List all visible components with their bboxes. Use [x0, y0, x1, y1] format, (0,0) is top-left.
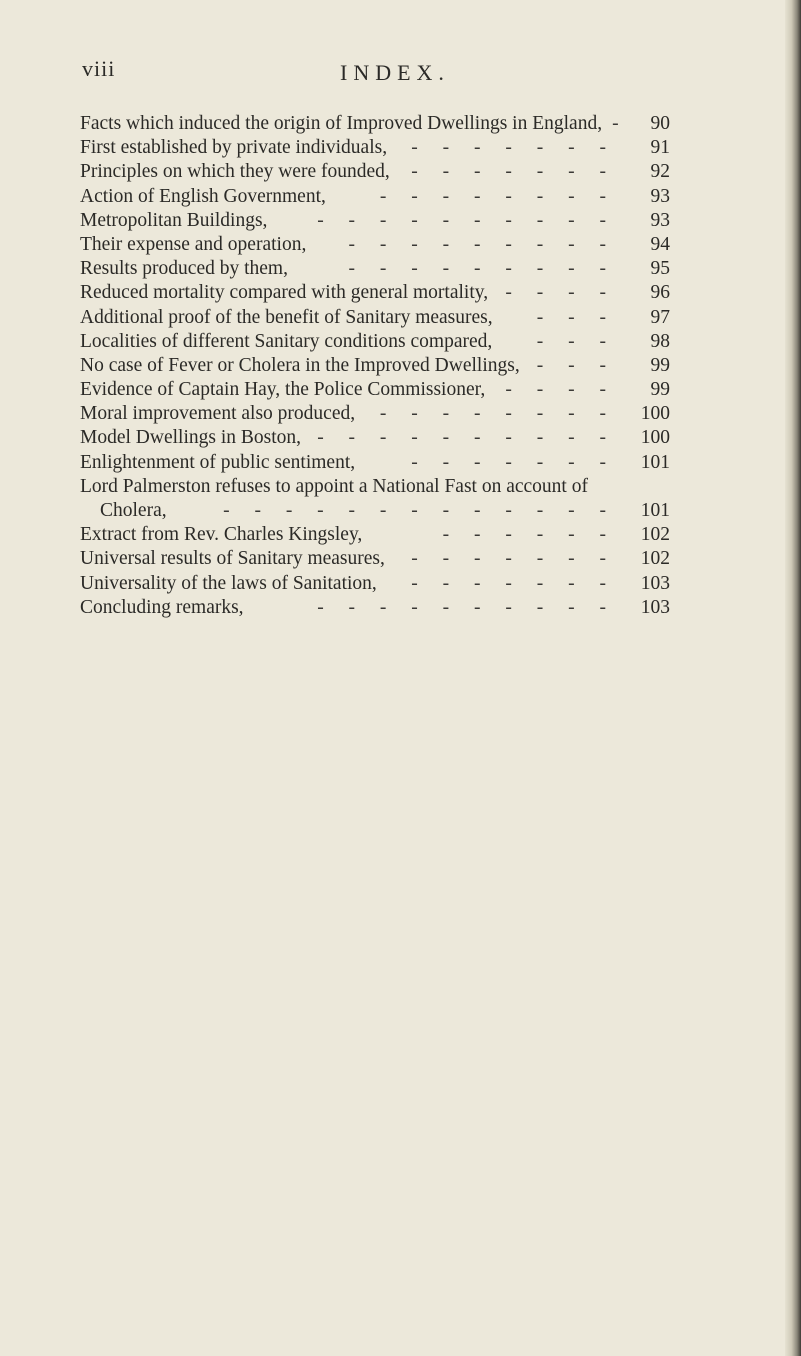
index-entry [80, 547, 670, 571]
index-entry [80, 306, 670, 330]
index-entry [80, 281, 670, 305]
dot-leader: - - - [536, 330, 616, 352]
entry-page: 99 [650, 354, 670, 376]
page-binding-edge [785, 0, 801, 1356]
dot-leader: - - - - - - - - - - [317, 596, 616, 618]
index-entry [80, 378, 670, 402]
entry-title: Model Dwellings in Boston, [80, 427, 302, 449]
dot-leader: - - - - - - - [411, 137, 616, 159]
dot-leader: - - - [536, 354, 616, 376]
entry-title: Action of English Government, [80, 185, 326, 207]
entry-title: Principles on which they were founded, [80, 161, 390, 183]
entry-page: 90 [650, 113, 670, 134]
entry-page: 94 [650, 233, 670, 255]
dot-leader: - - - - - - - [411, 161, 616, 183]
entry-page: 96 [650, 282, 670, 304]
entry-title: Facts which induced the origin of Improved Dwellings in England, [80, 113, 603, 134]
dot-leader: - - - - - - - - - - - - - [223, 500, 616, 521]
index-entry [80, 596, 670, 620]
index-list [80, 112, 670, 620]
entry-page: 102 [640, 548, 670, 570]
entry-page: 92 [650, 161, 670, 183]
index-entry [80, 354, 670, 378]
index-entry [80, 523, 670, 547]
dot-leader: - - - - - - - - - [348, 233, 616, 255]
dot-leader: - - - - - - - [411, 572, 616, 594]
entry-title: Extract from Rev. Charles Kingsley, [80, 524, 363, 546]
entry-page: 101 [640, 451, 670, 473]
entry-page: 95 [650, 258, 670, 280]
entry-title: Moral improvement also produced, [80, 403, 356, 425]
entry-title: Concluding remarks, [80, 596, 244, 618]
dot-leader: - - - - - - - [411, 451, 616, 473]
entry-page: 100 [640, 403, 670, 425]
entry-page: 91 [650, 137, 670, 159]
index-entry [80, 330, 670, 354]
index-entry [80, 160, 670, 184]
dot-leader: - - - - - - - - [379, 403, 616, 425]
entry-page: 98 [650, 330, 670, 352]
dot-leader: - - - - [505, 379, 616, 401]
entry-title: Lord Palmerston refuses to appoint a National Fast on account of [80, 475, 588, 497]
index-entry [80, 402, 670, 426]
entry-page: 103 [640, 572, 670, 594]
entry-title: Reduced mortality compared with general mortality, [80, 282, 489, 304]
entry-title: Universality of the laws of Sanitation, [80, 572, 377, 594]
index-entry [80, 185, 670, 209]
entry-page: 93 [650, 185, 670, 207]
entry-title: First established by private individuals, [80, 137, 388, 159]
entry-page: 100 [640, 427, 670, 449]
index-entry [80, 451, 670, 475]
dot-leader: - - - [536, 306, 616, 328]
entry-page: 99 [650, 379, 670, 401]
index-entry [80, 233, 670, 257]
page-title: INDEX. [340, 60, 450, 85]
dot-leader: - - - - - - - - - [348, 258, 616, 280]
index-entry [80, 136, 670, 160]
dot-leader: - - - - - - - - - - [317, 209, 616, 231]
dot-leader: - - - - - - - [411, 548, 616, 570]
page-number: viii [82, 56, 116, 81]
entry-title: Metropolitan Buildings, [80, 209, 268, 231]
index-entry [80, 112, 670, 136]
entry-title: Localities of different Sanitary conditions compared, [80, 330, 493, 352]
entry-title: Results produced by them, [80, 258, 288, 280]
index-entry [80, 475, 670, 499]
dot-leader: - - - - - - - - [379, 185, 616, 207]
entry-page: 101 [640, 500, 670, 521]
entry-title: Evidence of Captain Hay, the Police Commissioner, [80, 379, 486, 401]
entry-page: 102 [640, 524, 670, 546]
dot-leader: - [612, 113, 629, 134]
index-entry [80, 426, 670, 450]
entry-title: Enlightenment of public sentiment, [80, 451, 356, 473]
dot-leader: - - - - - - - - - - [317, 427, 616, 449]
entry-title: Universal results of Sanitary measures, [80, 548, 385, 570]
index-entry-continuation [80, 499, 670, 523]
entry-title: Cholera, [100, 500, 167, 521]
dot-leader: - - - - - - [442, 524, 616, 546]
index-entry [80, 257, 670, 281]
entry-page: 103 [640, 596, 670, 618]
index-entry [80, 572, 670, 596]
entry-title: Their expense and operation, [80, 233, 307, 255]
entry-title: Additional proof of the benefit of Sanitary measures, [80, 306, 493, 328]
entry-page: 93 [650, 209, 670, 231]
index-entry [80, 209, 670, 233]
entry-title: No case of Fever or Cholera in the Improved Dwellings, [80, 354, 520, 376]
dot-leader: - - - - [505, 282, 616, 304]
entry-page: 97 [650, 306, 670, 328]
